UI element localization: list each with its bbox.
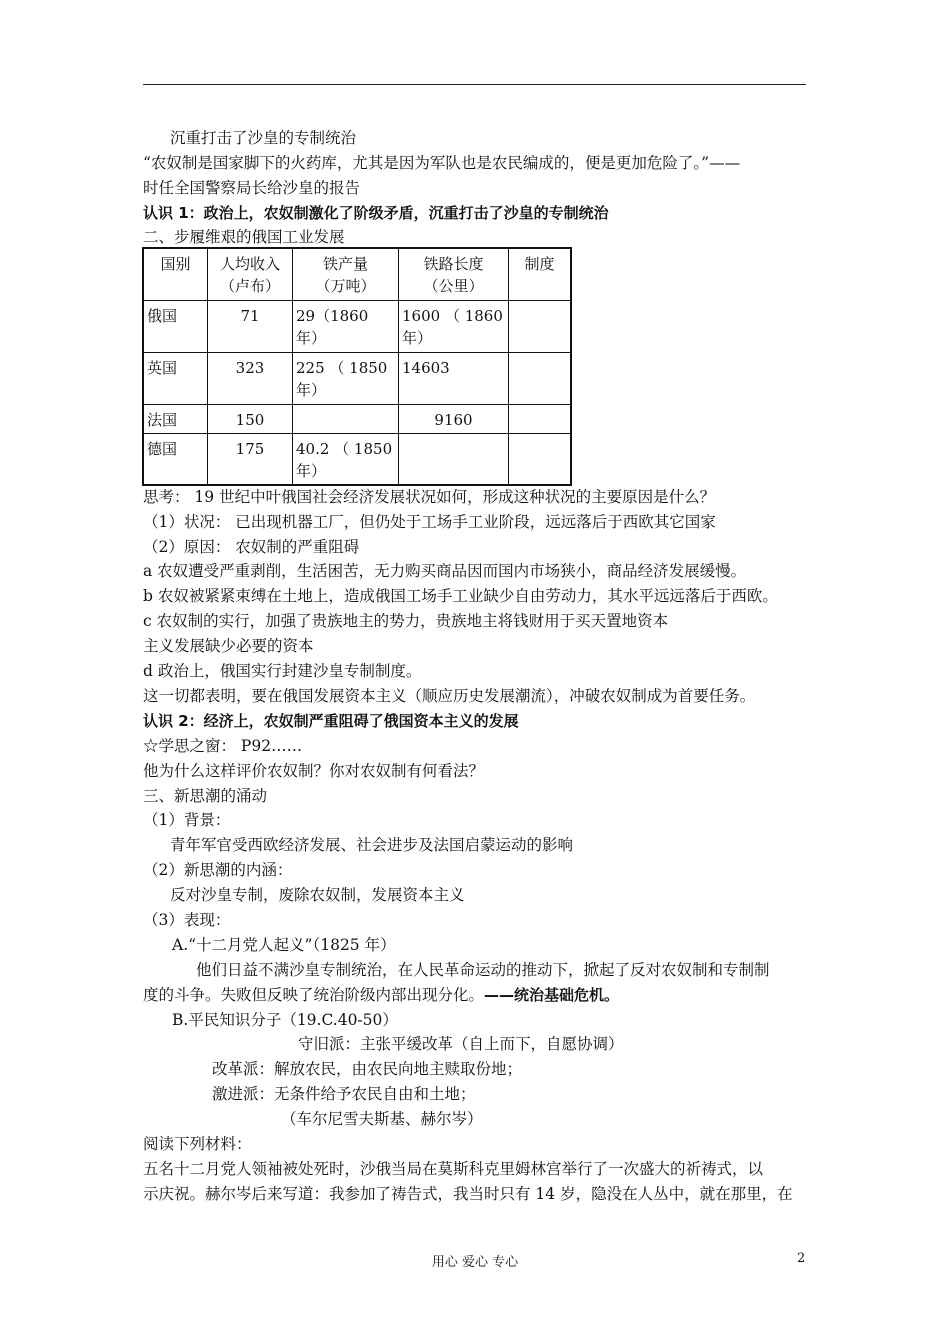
table-cell (293, 404, 399, 433)
table-header-cell: 制度 (509, 248, 572, 300)
text-line: a 农奴遭受严重剥削，生活困苦，无力购买商品因而国内市场狭小，商品经济发展缓慢。 (143, 562, 747, 580)
table-cell: 英国 (143, 352, 208, 404)
page-number: 2 (797, 1251, 806, 1266)
text-line: （2）原因： 农奴制的严重阻碍 (143, 538, 360, 556)
table-cell: 323 (208, 352, 293, 404)
text-line: 青年军官受西欧经济发展、社会进步及法国启蒙运动的影响 (170, 836, 574, 854)
insight-heading: 认识 2：经济上，农奴制严重阻碍了俄国资本主义的发展 (143, 712, 519, 730)
header-text: （卢布） (219, 277, 280, 295)
header-text: （万吨） (315, 277, 376, 295)
table-cell: 14603 (399, 352, 509, 404)
page-footer: 用心 爱心 专心 (431, 1255, 519, 1270)
table-header-cell (208, 248, 293, 300)
cell-text: 225 （ 1850 (296, 358, 388, 377)
text-line: 阅读下列材料： (143, 1135, 252, 1153)
header-rule (143, 84, 806, 85)
table-header-cell: 国别 (143, 248, 208, 300)
table-cell: 71 (208, 300, 293, 352)
text-line: 主义发展缺少必要的资本 (143, 637, 314, 655)
text-line: 示庆祝。赫尔岑后来写道：我参加了祷告式，我当时只有 14 岁，隐没在人丛中，就在那里，在 (143, 1185, 793, 1203)
header-text: 铁产量 (322, 255, 368, 273)
table-row (143, 433, 571, 485)
emphasis-text: ——统治基础危机。 (484, 986, 620, 1004)
table-row (143, 300, 571, 352)
table-cell: 150 (208, 404, 293, 433)
text-line: 他为什么这样评价农奴制？你对农奴制有何看法？ (143, 762, 485, 780)
industry-table (142, 247, 572, 486)
text-line: 改革派：解放农民，由农民向地主赎取份地； (212, 1060, 523, 1078)
table-cell: 德国 (143, 433, 208, 485)
insight-heading: 认识 1：政治上，农奴制激化了阶级矛盾，沉重打击了沙皇的专制统治 (143, 204, 609, 222)
text-line: A.“十二月党人起义”（1825 年） (172, 936, 396, 954)
text-line: （车尔尼雪夫斯基、赫尔岑） (281, 1110, 483, 1128)
table-cell: 9160 (399, 404, 509, 433)
text-line: （3）表现： (143, 911, 231, 929)
table-cell (293, 352, 399, 404)
text-line: 五名十二月党人领袖被处死时，沙俄当局在莫斯科克里姆林宫举行了一次盛大的祈祷式，以 (143, 1160, 764, 1178)
text-line (143, 985, 813, 1005)
text-line: d 政治上，俄国实行封建沙皇专制制度。 (143, 662, 422, 680)
cell-text: 1600 （ 1860 (402, 306, 503, 325)
text-line: 这一切都表明，要在俄国发展资本主义（顺应历史发展潮流），冲破农奴制成为首要任务。 (143, 687, 756, 705)
table-header-cell (293, 248, 399, 300)
table-cell (509, 300, 572, 352)
text-line: B.平民知识分子（19.C.40-50） (172, 1011, 398, 1029)
table-cell (399, 300, 509, 352)
table-row (143, 404, 571, 433)
header-text: 人均收入 (219, 255, 280, 273)
text-line: 时任全国警察局长给沙皇的报告 (143, 179, 361, 197)
cell-text: 40.2 （ 1850 (296, 439, 393, 458)
text-line: b 农奴被紧紧束缚在土地上，造成俄国工场手工业缺少自由劳动力，其水平远远落后于西欧。 (143, 587, 778, 605)
table-cell (509, 404, 572, 433)
text-line: 激进派：无条件给予农民自由和土地； (212, 1085, 476, 1103)
header-text: （公里） (423, 277, 484, 295)
table-cell (399, 433, 509, 485)
text-line: “农奴制是国家脚下的火药库，尤其是因为军队也是农民编成的，便是更加危险了。”—— (143, 154, 741, 172)
table-cell (509, 352, 572, 404)
header-text: 铁路长度 (423, 255, 484, 273)
table-cell: 175 (208, 433, 293, 485)
text-line: 沉重打击了沙皇的专制统治 (170, 129, 357, 147)
text-line: 反对沙皇专制，废除农奴制，发展资本主义 (170, 886, 465, 904)
section-heading: 三、新思潮的涌动 (143, 787, 268, 805)
text-line: 思考： 19 世纪中叶俄国社会经济发展状况如何，形成这种状况的主要原因是什么？ (143, 488, 716, 506)
cell-text: 年） (296, 380, 327, 399)
table-cell: 法国 (143, 404, 208, 433)
table-cell (293, 433, 399, 485)
text-line: c 农奴制的实行，加强了贵族地主的势力，贵族地主将钱财用于买天置地资本 (143, 612, 669, 630)
cell-text: 年） (402, 328, 433, 347)
table-header-row (143, 248, 571, 300)
section-heading: 二、步履维艰的俄国工业发展 (143, 228, 345, 246)
table-cell: 俄国 (143, 300, 208, 352)
text-line: ☆学思之窗： P92…… (143, 737, 303, 755)
text-line: 他们日益不满沙皇专制统治，在人民革命运动的推动下，掀起了反对农奴制和专制制 (196, 961, 770, 979)
text-span: 度的斗争。失败但反映了统治阶级内部出现分化。 (143, 986, 485, 1004)
table-header-cell (399, 248, 509, 300)
table-cell (509, 433, 572, 485)
text-line: （2）新思潮的内涵： (143, 861, 293, 879)
cell-text: 年） (296, 461, 327, 480)
text-line: （1）背景： (143, 811, 231, 829)
text-line: 守旧派：主张平缓改革（自上而下，自愿协调） (298, 1035, 624, 1053)
table-row (143, 352, 571, 404)
text-line: （1）状况： 已出现机器工厂，但仍处于工场手工业阶段，远远落后于西欧其它国家 (143, 513, 716, 531)
table-cell: 29（1860 年） (293, 300, 399, 352)
